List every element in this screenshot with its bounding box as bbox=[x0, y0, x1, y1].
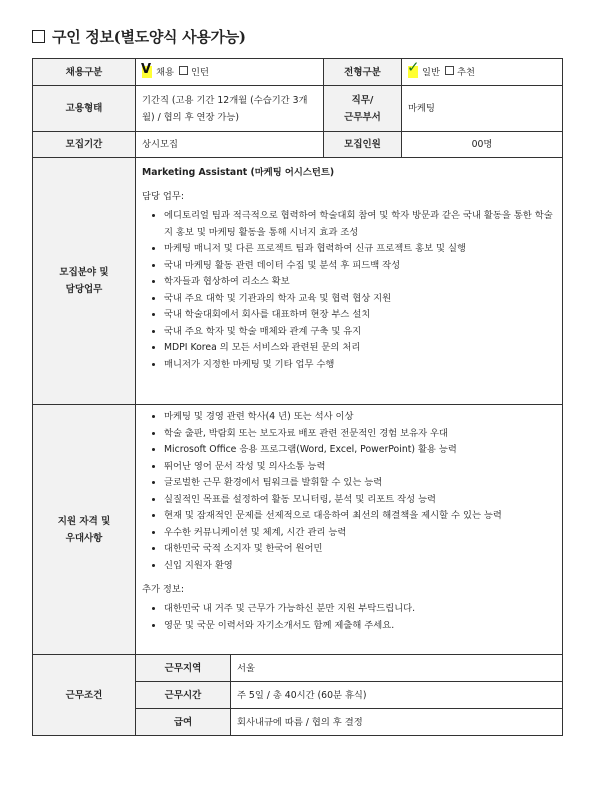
duties-list bbox=[142, 208, 556, 373]
list-item: • Microsoft Office 응용 프로그램(Word, Excel, PowerPoint) 활용 능력 bbox=[164, 442, 556, 459]
empty-checkbox-icon[interactable] bbox=[445, 66, 454, 75]
row-duties bbox=[33, 158, 563, 405]
qualifications-content bbox=[136, 405, 563, 655]
list-item: • 대한민국 국적 소지자 및 한국어 원어민 bbox=[164, 541, 556, 558]
list-item: • 대한민국 내 거주 및 근무가 가능하신 분만 지원 부탁드립니다. bbox=[164, 601, 556, 618]
label-dept: 직무/ 근무부서 bbox=[324, 86, 402, 132]
label-count: 모집인원 bbox=[324, 132, 402, 158]
list-item: • 국내 주요 학자 및 학술 매체와 관계 구축 및 유지 bbox=[164, 324, 556, 341]
list-item: • MDPI Korea 의 모든 서비스와 관련된 문의 처리 bbox=[164, 340, 556, 357]
process-type-options: ✓ 일반 추천 bbox=[402, 59, 563, 86]
row-location bbox=[33, 655, 563, 682]
list-item: • 영문 및 국문 이력서와 자기소개서도 함께 제출해 주세요. bbox=[164, 618, 556, 635]
list-item: • 글로벌한 근무 환경에서 팀워크를 발휘할 수 있는 능력 bbox=[164, 475, 556, 492]
label-qualifications: 지원 자격 및 우대사항 bbox=[33, 405, 136, 655]
employment-value: 기간직 (고용 기간 12개월 (수습기간 3개월) / 협의 후 연장 가능) bbox=[136, 86, 324, 132]
duties-intro: 담당 업무: bbox=[142, 191, 185, 202]
list-item: • 뛰어난 영어 문서 작성 및 의사소통 능력 bbox=[164, 459, 556, 476]
label-duties: 모집분야 및 담당업무 bbox=[33, 158, 136, 405]
location-value: 서울 bbox=[231, 655, 563, 682]
list-item: • 에디토리얼 팀과 적극적으로 협력하여 학술대회 참여 및 학자 방문과 같은 국내 활동을 통한 학술지 홍보 및 마케팅 활동을 통해 시너지 효과 조성 bbox=[164, 208, 556, 241]
role-title: Marketing Assistant (마케팅 어시스턴트) bbox=[142, 167, 335, 178]
empty-checkbox-icon[interactable] bbox=[179, 66, 188, 75]
label-pay: 급여 bbox=[136, 709, 231, 736]
list-item: • 학술 출판, 박람회 또는 보도자료 배포 관련 전문적인 경험 보유자 우대 bbox=[164, 426, 556, 443]
dept-value: 마케팅 bbox=[402, 86, 563, 132]
recruit-type-options: V 채용 인턴 bbox=[136, 59, 324, 86]
list-item: • 국내 학술대회에서 회사를 대표하며 현장 부스 설치 bbox=[164, 307, 556, 324]
extra-info-list bbox=[142, 601, 556, 634]
list-item: • 국내 주요 대학 및 기관과의 학자 교육 및 협력 협상 지원 bbox=[164, 291, 556, 308]
green-check-icon[interactable]: ✓ bbox=[407, 57, 420, 76]
list-item: • 마케팅 매니저 및 다른 프로젝트 팀과 협력하여 신규 프로젝트 홍보 및 실행 bbox=[164, 241, 556, 258]
checked-checkbox-icon[interactable]: V bbox=[141, 61, 152, 77]
list-item: • 현재 및 잠재적인 문제를 선제적으로 대응하여 최선의 해결책을 제시할 수 있는 능력 bbox=[164, 508, 556, 525]
row-period bbox=[33, 132, 563, 158]
checkbox-square-icon bbox=[32, 30, 45, 43]
list-item: • 신입 지원자 환영 bbox=[164, 558, 556, 575]
period-value: 상시모집 bbox=[136, 132, 324, 158]
row-qualifications bbox=[33, 405, 563, 655]
duties-content bbox=[136, 158, 563, 405]
list-item: • 실질적인 목표를 설정하여 활동 모니터링, 분석 및 리포트 작성 능력 bbox=[164, 492, 556, 509]
list-item: • 국내 마케팅 활동 관련 데이터 수집 및 분석 후 피드백 작성 bbox=[164, 258, 556, 275]
label-recruit-type: 채용구분 bbox=[33, 59, 136, 86]
label-process-type: 전형구분 bbox=[324, 59, 402, 86]
page-title: 구인 정보(별도양식 사용가능) bbox=[32, 26, 246, 47]
hours-value: 주 5일 / 총 40시간 (60분 휴식) bbox=[231, 682, 563, 709]
list-item: • 마케팅 및 경영 관련 학사(4 년) 또는 석사 이상 bbox=[164, 409, 556, 426]
list-item: • 매니저가 지정한 마케팅 및 기타 업무 수행 bbox=[164, 357, 556, 374]
list-item: • 학자들과 협상하여 리소스 확보 bbox=[164, 274, 556, 291]
pay-value: 회사내규에 따름 / 협의 후 결정 bbox=[231, 709, 563, 736]
row-recruit-type bbox=[33, 59, 563, 86]
job-info-table bbox=[32, 58, 563, 736]
list-item: • 우수한 커뮤니케이션 및 체계, 시간 관리 능력 bbox=[164, 525, 556, 542]
row-employment bbox=[33, 86, 563, 132]
extra-info-intro: 추가 정보: bbox=[142, 584, 185, 595]
count-value: 00명 bbox=[402, 132, 563, 158]
label-conditions: 근무조건 bbox=[33, 655, 136, 736]
label-location: 근무지역 bbox=[136, 655, 231, 682]
qualifications-list bbox=[142, 409, 556, 574]
label-employment: 고용형태 bbox=[33, 86, 136, 132]
label-hours: 근무시간 bbox=[136, 682, 231, 709]
label-period: 모집기간 bbox=[33, 132, 136, 158]
